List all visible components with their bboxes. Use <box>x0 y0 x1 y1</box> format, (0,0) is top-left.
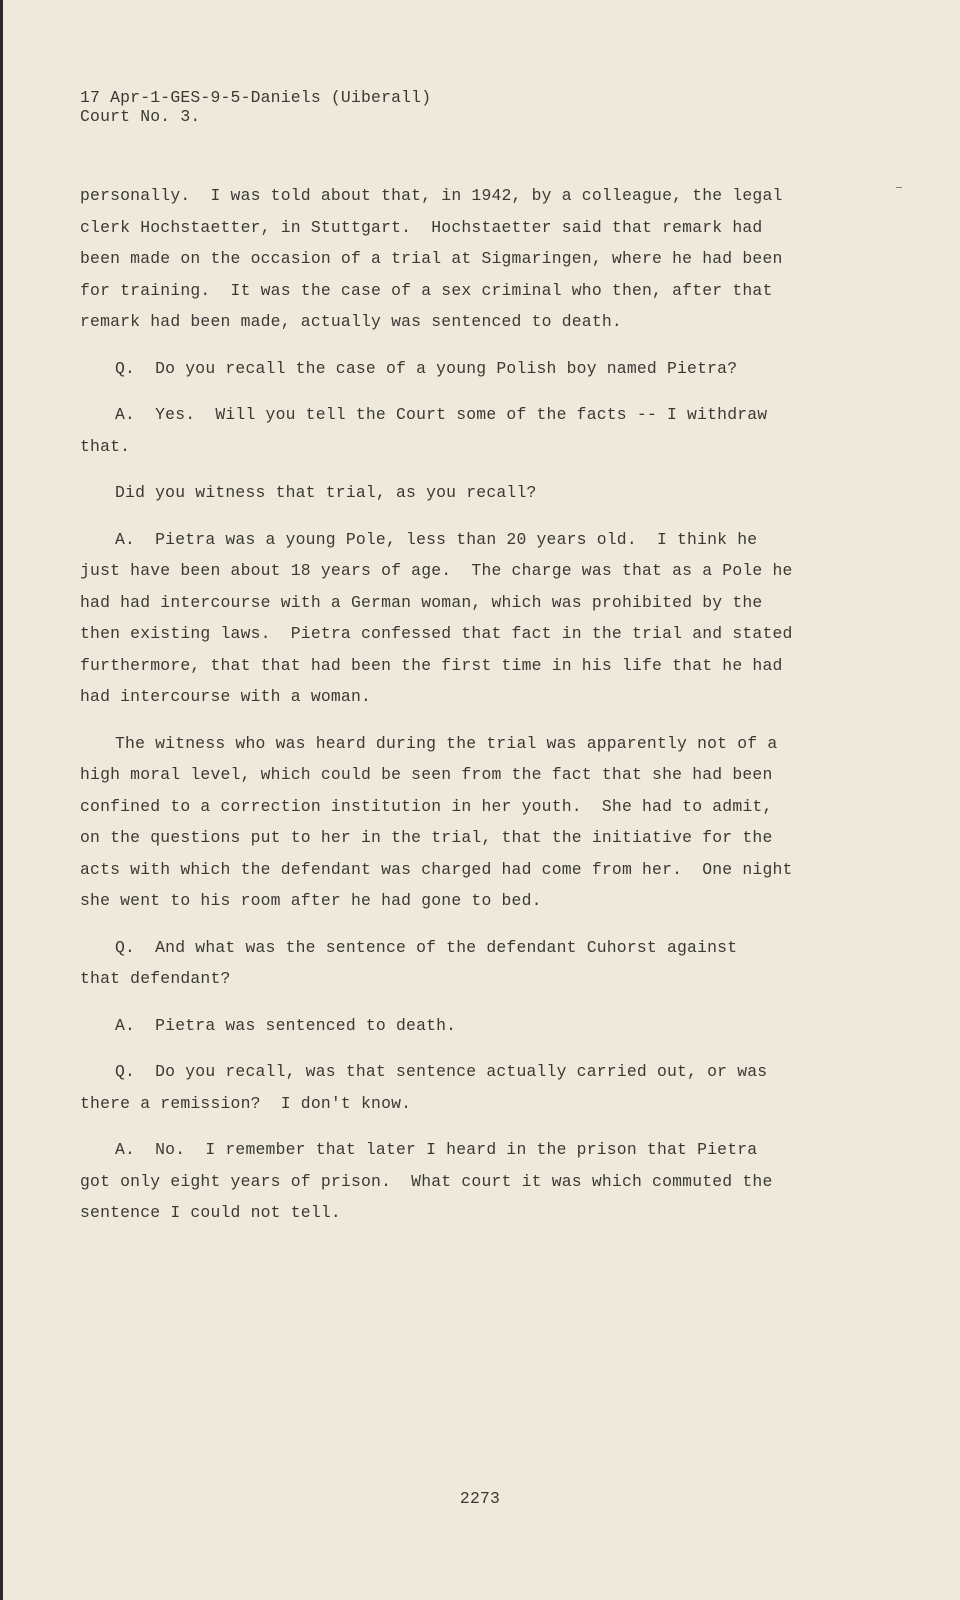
text-line: acts with which the defendant was charged had come from her. One night <box>80 859 793 879</box>
answer-line: just have been about 18 years of age. The charge was that as a Pole he <box>80 561 793 580</box>
answer-line: A. Pietra was a young Pole, less than 20 years old. I think he <box>115 529 758 549</box>
question-line: Did you witness that trial, as you recall? <box>115 483 537 502</box>
answer-line: A. No. I remember that later I heard in the prison that Pietra <box>115 1140 758 1159</box>
header-reference: 17 Apr-1-GES-9-5-Daniels (Uiberall) <box>80 88 432 107</box>
answer-line: A. Pietra was sentenced to death. <box>115 1015 457 1035</box>
text-line: The witness who was heard during the trial was apparently not of a <box>115 733 778 753</box>
answer-line: that. <box>80 436 131 456</box>
text-line: confined to a correction institution in her youth. She had to admit, <box>80 796 773 816</box>
scan-edge <box>0 0 3 1600</box>
page-number: 2273 <box>459 1489 501 1508</box>
answer-line: sentence I could not tell. <box>80 1203 341 1222</box>
question-line: Q. Do you recall, was that sentence actually carried out, or was <box>115 1062 768 1081</box>
text-line: for training. It was the case of a sex criminal who then, after that <box>80 280 773 300</box>
question-line: there a remission? I don't know. <box>80 1093 412 1113</box>
answer-line: had had intercourse with a German woman, which was prohibited by the <box>80 592 763 612</box>
text-line: high moral level, which could be seen from the fact that she had been <box>80 765 773 784</box>
text-line: personally. I was told about that, in 1942, by a colleague, the legal <box>80 186 783 205</box>
document-header <box>80 88 431 126</box>
question-line: Q. And what was the sentence of the defendant Cuhorst against <box>115 937 738 957</box>
question-line: that defendant? <box>80 969 231 988</box>
text-line: been made on the occasion of a trial at Sigmaringen, where he had been <box>80 249 783 268</box>
scan-mark <box>896 187 902 188</box>
text-line: clerk Hochstaetter, in Stuttgart. Hochstaetter said that remark had <box>80 217 763 237</box>
answer-line: then existing laws. Pietra confessed that fact in the trial and stated <box>80 624 793 643</box>
answer-line: had intercourse with a woman. <box>80 687 372 706</box>
question-line: Q. Do you recall the case of a young Polish boy named Pietra? <box>115 358 738 378</box>
header-court: Court No. 3. <box>80 107 201 126</box>
transcript-body <box>80 186 830 1235</box>
answer-line: A. Yes. Will you tell the Court some of the facts -- I withdraw <box>115 405 768 424</box>
text-line: she went to his room after he had gone to bed. <box>80 891 542 910</box>
text-line: on the questions put to her in the trial, that the initiative for the <box>80 828 773 847</box>
answer-line: got only eight years of prison. What court it was which commuted the <box>80 1171 773 1191</box>
text-line: remark had been made, actually was sentenced to death. <box>80 312 622 331</box>
answer-line: furthermore, that that had been the first time in his life that he had <box>80 655 783 675</box>
